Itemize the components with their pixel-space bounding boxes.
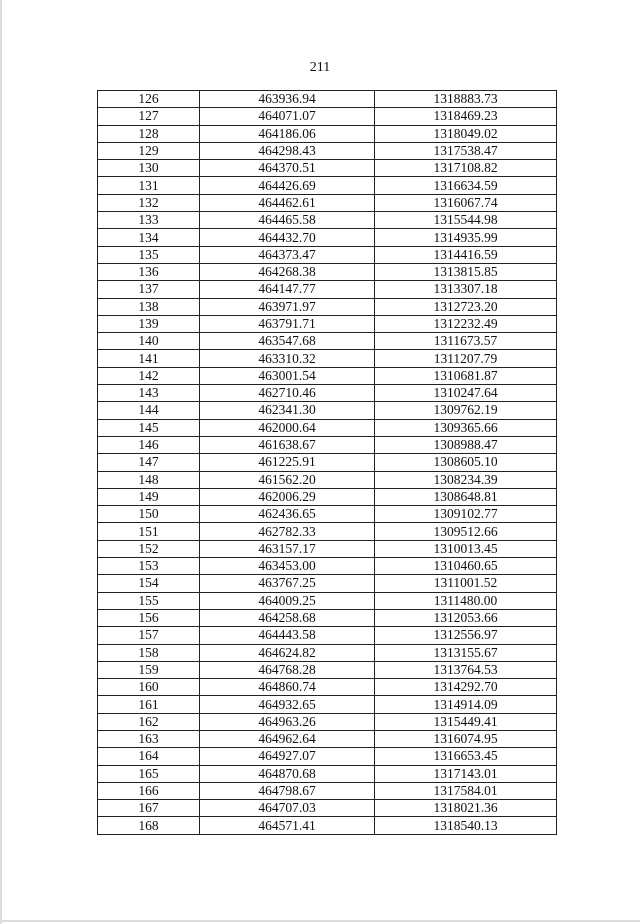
table-row xyxy=(98,160,557,177)
y-coordinate-cell: 1309365.66 xyxy=(375,419,557,436)
y-coordinate-cell: 1313155.67 xyxy=(375,644,557,661)
y-coordinate-cell: 1308234.39 xyxy=(375,471,557,488)
table-row xyxy=(98,644,557,661)
x-coordinate-cell: 463936.94 xyxy=(200,91,375,108)
x-coordinate-cell: 464258.68 xyxy=(200,609,375,626)
point-number-cell: 164 xyxy=(98,748,200,765)
x-coordinate-cell: 464147.77 xyxy=(200,281,375,298)
x-coordinate-cell: 464624.82 xyxy=(200,644,375,661)
point-number-cell: 165 xyxy=(98,765,200,782)
y-coordinate-cell: 1313764.53 xyxy=(375,661,557,678)
y-coordinate-cell: 1317538.47 xyxy=(375,142,557,159)
point-number-cell: 157 xyxy=(98,627,200,644)
point-number-cell: 159 xyxy=(98,661,200,678)
point-number-cell: 151 xyxy=(98,523,200,540)
x-coordinate-cell: 463547.68 xyxy=(200,333,375,350)
point-number-cell: 153 xyxy=(98,558,200,575)
x-coordinate-cell: 464963.26 xyxy=(200,713,375,730)
table-row xyxy=(98,246,557,263)
y-coordinate-cell: 1310681.87 xyxy=(375,367,557,384)
x-coordinate-cell: 462341.30 xyxy=(200,402,375,419)
table-row xyxy=(98,194,557,211)
x-coordinate-cell: 464707.03 xyxy=(200,800,375,817)
y-coordinate-cell: 1311001.52 xyxy=(375,575,557,592)
scan-edge-bottom xyxy=(0,920,640,922)
x-coordinate-cell: 462006.29 xyxy=(200,488,375,505)
x-coordinate-cell: 463453.00 xyxy=(200,558,375,575)
y-coordinate-cell: 1314935.99 xyxy=(375,229,557,246)
table-row xyxy=(98,592,557,609)
table-row xyxy=(98,765,557,782)
x-coordinate-cell: 462710.46 xyxy=(200,385,375,402)
x-coordinate-cell: 464186.06 xyxy=(200,125,375,142)
point-number-cell: 152 xyxy=(98,540,200,557)
point-number-cell: 149 xyxy=(98,488,200,505)
y-coordinate-cell: 1311207.79 xyxy=(375,350,557,367)
table-row xyxy=(98,436,557,453)
y-coordinate-cell: 1312232.49 xyxy=(375,315,557,332)
x-coordinate-cell: 461562.20 xyxy=(200,471,375,488)
point-number-cell: 132 xyxy=(98,194,200,211)
x-coordinate-cell: 464462.61 xyxy=(200,194,375,211)
y-coordinate-cell: 1312723.20 xyxy=(375,298,557,315)
y-coordinate-cell: 1312556.97 xyxy=(375,627,557,644)
table-row xyxy=(98,575,557,592)
point-number-cell: 150 xyxy=(98,506,200,523)
point-number-cell: 127 xyxy=(98,108,200,125)
table-row xyxy=(98,385,557,402)
y-coordinate-cell: 1308988.47 xyxy=(375,436,557,453)
table-row xyxy=(98,281,557,298)
table-row xyxy=(98,419,557,436)
point-number-cell: 146 xyxy=(98,436,200,453)
x-coordinate-cell: 463001.54 xyxy=(200,367,375,384)
point-number-cell: 126 xyxy=(98,91,200,108)
y-coordinate-cell: 1317108.82 xyxy=(375,160,557,177)
table-row xyxy=(98,488,557,505)
table-row xyxy=(98,661,557,678)
x-coordinate-cell: 462000.64 xyxy=(200,419,375,436)
y-coordinate-cell: 1311480.00 xyxy=(375,592,557,609)
y-coordinate-cell: 1316074.95 xyxy=(375,730,557,747)
y-coordinate-cell: 1309512.66 xyxy=(375,523,557,540)
point-number-cell: 167 xyxy=(98,800,200,817)
point-number-cell: 138 xyxy=(98,298,200,315)
point-number-cell: 133 xyxy=(98,212,200,229)
table-row xyxy=(98,91,557,108)
x-coordinate-cell: 464465.58 xyxy=(200,212,375,229)
table-row xyxy=(98,558,557,575)
point-number-cell: 135 xyxy=(98,246,200,263)
x-coordinate-cell: 464932.65 xyxy=(200,696,375,713)
y-coordinate-cell: 1314914.09 xyxy=(375,696,557,713)
point-number-cell: 158 xyxy=(98,644,200,661)
table-row xyxy=(98,212,557,229)
table-row xyxy=(98,298,557,315)
page-number: 211 xyxy=(309,60,331,75)
y-coordinate-cell: 1313307.18 xyxy=(375,281,557,298)
x-coordinate-cell: 463310.32 xyxy=(200,350,375,367)
point-number-cell: 147 xyxy=(98,454,200,471)
y-coordinate-cell: 1317584.01 xyxy=(375,782,557,799)
x-coordinate-cell: 462782.33 xyxy=(200,523,375,540)
x-coordinate-cell: 464373.47 xyxy=(200,246,375,263)
table-row xyxy=(98,679,557,696)
table-row xyxy=(98,506,557,523)
y-coordinate-cell: 1309762.19 xyxy=(375,402,557,419)
table-row xyxy=(98,540,557,557)
table-row xyxy=(98,454,557,471)
y-coordinate-cell: 1316067.74 xyxy=(375,194,557,211)
point-number-cell: 145 xyxy=(98,419,200,436)
point-number-cell: 161 xyxy=(98,696,200,713)
table-row xyxy=(98,402,557,419)
y-coordinate-cell: 1315449.41 xyxy=(375,713,557,730)
y-coordinate-cell: 1318049.02 xyxy=(375,125,557,142)
table-row xyxy=(98,471,557,488)
x-coordinate-cell: 464370.51 xyxy=(200,160,375,177)
table-row xyxy=(98,367,557,384)
x-coordinate-cell: 464768.28 xyxy=(200,661,375,678)
point-number-cell: 128 xyxy=(98,125,200,142)
point-number-cell: 140 xyxy=(98,333,200,350)
table-row xyxy=(98,142,557,159)
y-coordinate-cell: 1318469.23 xyxy=(375,108,557,125)
point-number-cell: 136 xyxy=(98,263,200,280)
point-number-cell: 139 xyxy=(98,315,200,332)
y-coordinate-cell: 1310460.65 xyxy=(375,558,557,575)
point-number-cell: 137 xyxy=(98,281,200,298)
x-coordinate-cell: 464962.64 xyxy=(200,730,375,747)
scan-edge-left xyxy=(0,0,2,924)
y-coordinate-cell: 1313815.85 xyxy=(375,263,557,280)
y-coordinate-cell: 1312053.66 xyxy=(375,609,557,626)
x-coordinate-cell: 464071.07 xyxy=(200,108,375,125)
point-number-cell: 141 xyxy=(98,350,200,367)
x-coordinate-cell: 464268.38 xyxy=(200,263,375,280)
x-coordinate-cell: 464798.67 xyxy=(200,782,375,799)
x-coordinate-cell: 463767.25 xyxy=(200,575,375,592)
point-number-cell: 130 xyxy=(98,160,200,177)
x-coordinate-cell: 461225.91 xyxy=(200,454,375,471)
y-coordinate-cell: 1311673.57 xyxy=(375,333,557,350)
y-coordinate-cell: 1317143.01 xyxy=(375,765,557,782)
y-coordinate-cell: 1310247.64 xyxy=(375,385,557,402)
x-coordinate-cell: 464009.25 xyxy=(200,592,375,609)
point-number-cell: 129 xyxy=(98,142,200,159)
table-row xyxy=(98,748,557,765)
table-row xyxy=(98,333,557,350)
table-row xyxy=(98,817,557,834)
point-number-cell: 166 xyxy=(98,782,200,799)
x-coordinate-cell: 464860.74 xyxy=(200,679,375,696)
x-coordinate-cell: 463157.17 xyxy=(200,540,375,557)
x-coordinate-cell: 461638.67 xyxy=(200,436,375,453)
x-coordinate-cell: 464432.70 xyxy=(200,229,375,246)
coordinate-table xyxy=(97,90,557,835)
y-coordinate-cell: 1318883.73 xyxy=(375,91,557,108)
y-coordinate-cell: 1318540.13 xyxy=(375,817,557,834)
table-row xyxy=(98,696,557,713)
x-coordinate-cell: 463971.97 xyxy=(200,298,375,315)
y-coordinate-cell: 1308648.81 xyxy=(375,488,557,505)
table-row xyxy=(98,713,557,730)
point-number-cell: 155 xyxy=(98,592,200,609)
table-row xyxy=(98,730,557,747)
x-coordinate-cell: 464927.07 xyxy=(200,748,375,765)
point-number-cell: 148 xyxy=(98,471,200,488)
table-row xyxy=(98,108,557,125)
y-coordinate-cell: 1314416.59 xyxy=(375,246,557,263)
y-coordinate-cell: 1315544.98 xyxy=(375,212,557,229)
y-coordinate-cell: 1318021.36 xyxy=(375,800,557,817)
point-number-cell: 156 xyxy=(98,609,200,626)
point-number-cell: 168 xyxy=(98,817,200,834)
coordinate-table-container xyxy=(97,90,556,835)
x-coordinate-cell: 464443.58 xyxy=(200,627,375,644)
table-row xyxy=(98,782,557,799)
table-row xyxy=(98,350,557,367)
point-number-cell: 142 xyxy=(98,367,200,384)
y-coordinate-cell: 1310013.45 xyxy=(375,540,557,557)
table-row xyxy=(98,263,557,280)
table-row xyxy=(98,315,557,332)
y-coordinate-cell: 1308605.10 xyxy=(375,454,557,471)
table-row xyxy=(98,177,557,194)
x-coordinate-cell: 462436.65 xyxy=(200,506,375,523)
point-number-cell: 163 xyxy=(98,730,200,747)
x-coordinate-cell: 464571.41 xyxy=(200,817,375,834)
point-number-cell: 162 xyxy=(98,713,200,730)
table-row xyxy=(98,523,557,540)
x-coordinate-cell: 464426.69 xyxy=(200,177,375,194)
table-body xyxy=(98,91,557,835)
point-number-cell: 144 xyxy=(98,402,200,419)
point-number-cell: 143 xyxy=(98,385,200,402)
table-row xyxy=(98,229,557,246)
y-coordinate-cell: 1314292.70 xyxy=(375,679,557,696)
point-number-cell: 134 xyxy=(98,229,200,246)
x-coordinate-cell: 464298.43 xyxy=(200,142,375,159)
table-row xyxy=(98,800,557,817)
point-number-cell: 131 xyxy=(98,177,200,194)
y-coordinate-cell: 1309102.77 xyxy=(375,506,557,523)
y-coordinate-cell: 1316653.45 xyxy=(375,748,557,765)
table-row xyxy=(98,627,557,644)
x-coordinate-cell: 463791.71 xyxy=(200,315,375,332)
x-coordinate-cell: 464870.68 xyxy=(200,765,375,782)
table-row xyxy=(98,609,557,626)
point-number-cell: 160 xyxy=(98,679,200,696)
table-row xyxy=(98,125,557,142)
point-number-cell: 154 xyxy=(98,575,200,592)
y-coordinate-cell: 1316634.59 xyxy=(375,177,557,194)
